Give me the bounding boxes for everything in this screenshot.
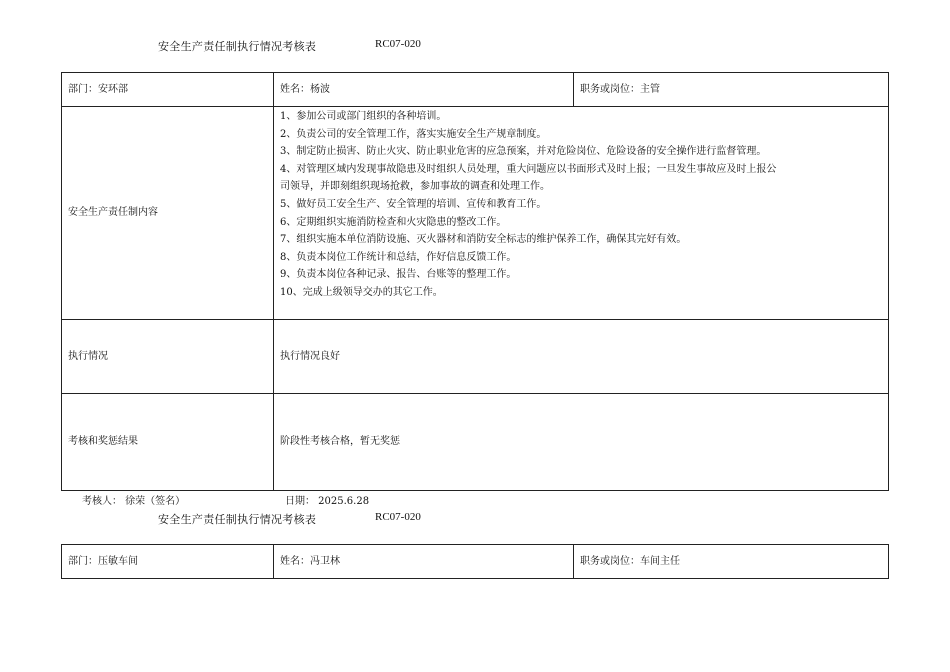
assessment-table [61, 544, 889, 579]
duty-item: 9、负责本岗位各种记录、报告、台账等的整理工作。 [280, 269, 517, 281]
form-title: 安全生产责任制执行情况考核表 [158, 40, 317, 53]
form-title: 安全生产责任制执行情况考核表 [158, 513, 317, 526]
duty-item: 8、负责本岗位工作统计和总结，作好信息反馈工作。 [280, 251, 517, 263]
assessment-date: 日期： 2025.6.28 [285, 496, 370, 507]
duty-item: 7、组织实施本单位消防设施、灭火器材和消防安全标志的维护保养工作，确保其完好有效。 [280, 234, 687, 246]
department-cell: 部门：压敏车间 [62, 545, 274, 579]
position-cell: 职务或岗位：主管 [574, 73, 889, 107]
duty-item: 3、制定防止损害、防止火灾、防止职业危害的应急预案，并对危险岗位、危险设备的安全操作进行监督管理。 [280, 146, 767, 158]
execution-row [62, 320, 889, 394]
duty-item: 4、对管理区域内发现事故隐患及时组织人员处理，重大问题应以书面形式及时上报；一旦发生事故应及时上报公 [280, 163, 777, 175]
result-label: 考核和奖惩结果 [62, 394, 274, 491]
duty-item: 10、完成上级领导交办的其它工作。 [280, 286, 443, 298]
department-cell: 部门：安环部 [62, 73, 274, 107]
name-cell: 姓名：冯卫林 [274, 545, 574, 579]
result-row [62, 394, 889, 491]
name-cell: 姓名：杨波 [274, 73, 574, 107]
form-code: RC07-020 [375, 511, 421, 523]
result-value: 阶段性考核合格，暂无奖惩 [274, 394, 889, 491]
assessment-table [61, 72, 889, 491]
position-cell: 职务或岗位：车间主任 [574, 545, 889, 579]
execution-label: 执行情况 [62, 320, 274, 394]
duty-item: 司领导，并即刻组织现场抢救，参加事故的调查和处理工作。 [280, 181, 550, 193]
duty-item: 6、定期组织实施消防检查和火灾隐患的整改工作。 [280, 216, 507, 228]
duty-item: 5、做好员工安全生产、安全管理的培训、宣传和教育工作。 [280, 198, 547, 210]
form-code: RC07-020 [375, 38, 421, 50]
execution-value: 执行情况良好 [274, 320, 889, 394]
header-row [62, 73, 889, 107]
duty-item: 2、负责公司的安全管理工作，落实实施安全生产规章制度。 [280, 128, 547, 140]
duty-list [280, 108, 882, 302]
duty-label: 安全生产责任制内容 [62, 107, 274, 320]
duty-item: 1、参加公司或部门组织的各种培训。 [280, 111, 447, 122]
assessor-signature: 考核人： 徐荣（签名） [82, 496, 186, 507]
header-row [62, 545, 889, 579]
duty-content [274, 107, 889, 320]
duty-row [62, 107, 889, 320]
